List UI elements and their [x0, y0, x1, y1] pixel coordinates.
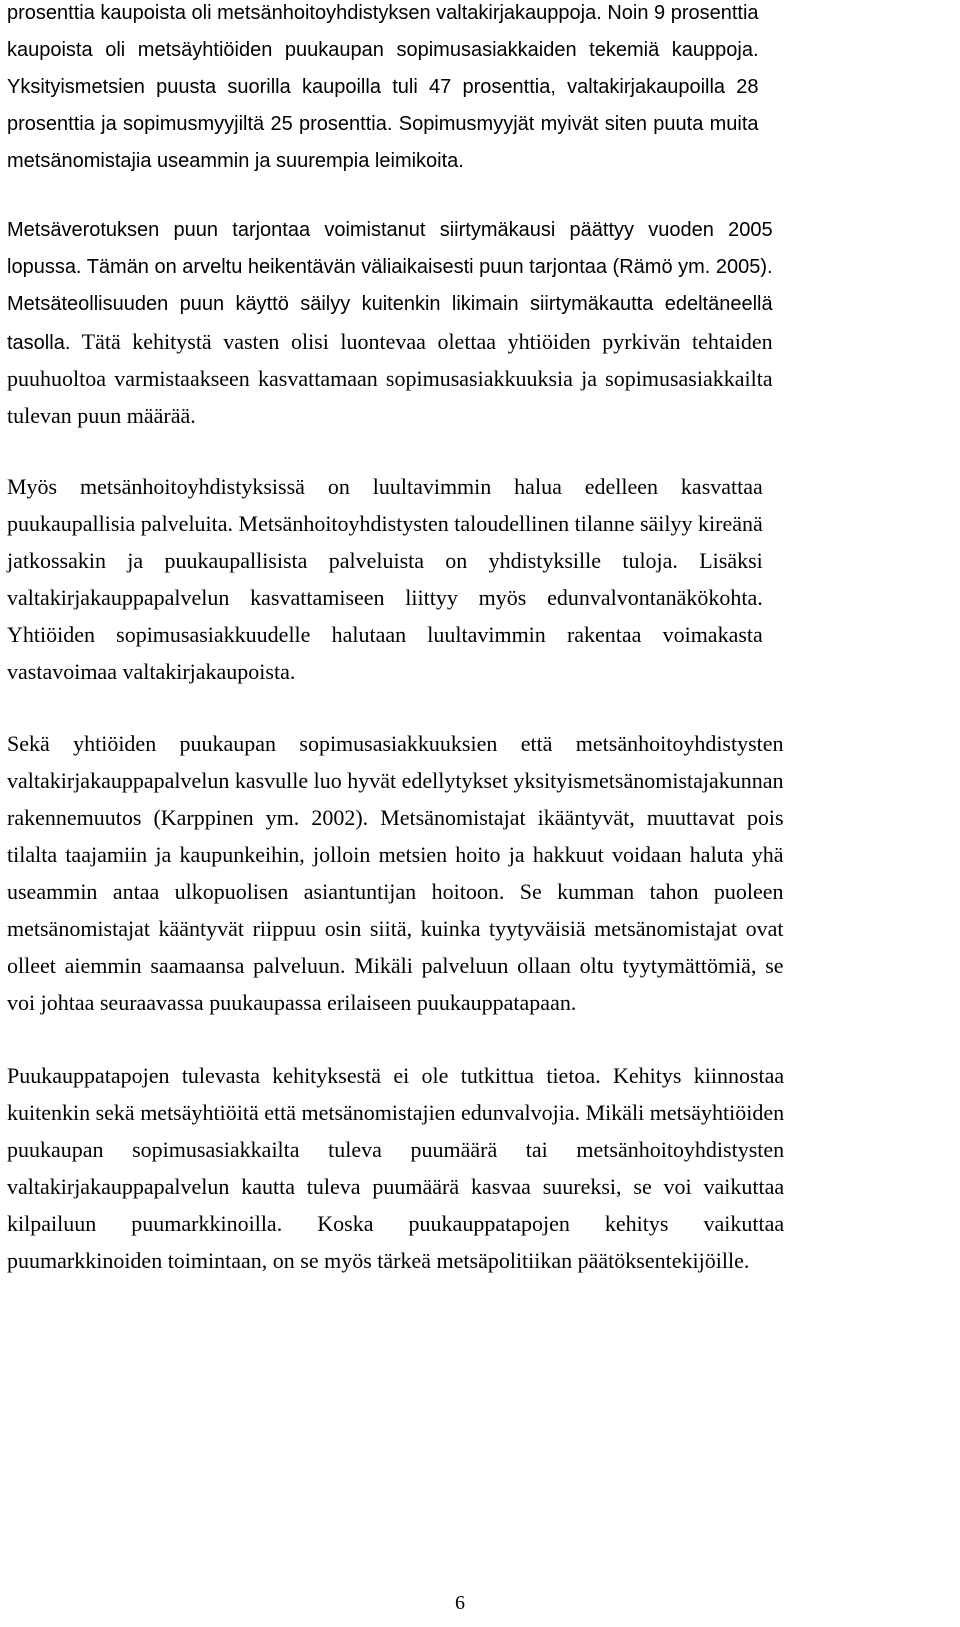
text-line: olleet aiemmin saamaansa palveluun. Mikäli palveluun ollaan oltu tyytymättömiä, se	[7, 953, 784, 978]
text-line: tulevan puun määrää.	[7, 403, 196, 428]
text-line: kaupoista oli metsäyhtiöiden puukaupan sopimusasiakkaiden tekemiä kauppoja.	[7, 39, 759, 61]
text-segment: tasolla.	[7, 332, 71, 354]
paragraph-4	[7, 725, 784, 1021]
text-line: Metsäverotuksen puun tarjontaa voimistanut siirtymäkausi päättyy vuoden 2005	[7, 219, 773, 241]
text-line: useammin antaa ulkopuolisen asiantuntijan hoitoon. Se kumman tahon puoleen	[7, 879, 784, 904]
text-line	[7, 323, 773, 360]
text-line: metsänomistajat kääntyvät riippuu osin siitä, kuinka tyytyväisiä metsänomistajat ovat	[7, 916, 784, 941]
text-line: kuitenkin sekä metsäyhtiöitä että metsänomistajien edunvalvojia. Mikäli metsäyhtiöiden	[7, 1100, 785, 1125]
text-line: puumarkkinoiden toimintaan, on se myös tärkeä metsäpolitiikan päätöksentekijöille.	[7, 1248, 750, 1273]
text-line: vastavoimaa valtakirjakaupoista.	[7, 659, 296, 684]
paragraph-5	[7, 1057, 784, 1279]
text-line: valtakirjakauppapalvelun kasvattamiseen liittyy myös edunvalvontanäkökohta.	[7, 585, 763, 610]
text-line: valtakirjakauppapalvelun kautta tuleva puumäärä kasvaa suureksi, se voi vaikuttaa	[7, 1174, 785, 1199]
paragraph-3	[7, 468, 763, 690]
text-line: tilalta taajamiin ja kaupunkeihin, jolloin metsien hoito ja hakkuut voidaan haluta yhä	[7, 842, 784, 867]
text-line: Myös metsänhoitoyhdistyksissä on luultavimmin halua edelleen kasvattaa	[7, 474, 763, 499]
text-segment: rakennemuutos (Karppinen ym. 2002).	[7, 805, 369, 830]
text-line: voi johtaa seuraavassa puukaupassa erilaiseen puukauppatapaan.	[7, 990, 577, 1015]
text-line: jatkossakin ja puukaupallisista palveluista on yhdistyksille tuloja. Lisäksi	[7, 548, 763, 573]
text-line: Yhtiöiden sopimusasiakkuudelle halutaan luultavimmin rakentaa voimakasta	[7, 622, 763, 647]
text-line: puuhuoltoa varmistaakseen kasvattamaan sopimusasiakkuuksia ja sopimusasiakkailta	[7, 366, 773, 391]
paragraph-2	[7, 212, 773, 434]
text-segment: Tätä kehitystä vasten olisi luontevaa olettaa yhtiöiden pyrkivän tehtaiden	[81, 329, 773, 354]
text-line: Sekä yhtiöiden puukaupan sopimusasiakkuuksien että metsänhoitoyhdistysten	[7, 731, 784, 756]
text-line: Yksityismetsien puusta suorilla kaupoilla tuli 47 prosenttia, valtakirjakaupoilla 28	[7, 76, 759, 98]
text-line: Metsäteollisuuden puun käyttö säilyy kuitenkin likimain siirtymäkautta edeltäneellä	[7, 293, 773, 315]
text-line	[7, 799, 784, 836]
text-line: kilpailuun puumarkkinoilla. Koska puukauppatapojen kehitys vaikuttaa	[7, 1211, 785, 1236]
text-line: prosenttia kaupoista oli metsänhoitoyhdistyksen valtakirjakauppoja. Noin 9 prosenttia	[7, 2, 759, 24]
page-number: 6	[455, 1592, 465, 1614]
text-line: Puukauppatapojen tulevasta kehityksestä ei ole tutkittua tietoa. Kehitys kiinnostaa	[7, 1063, 785, 1088]
text-line: metsänomistajia useammin ja suurempia leimikoita.	[7, 150, 464, 172]
text-segment: Metsänomistajat ikääntyvät, muuttavat pois	[380, 805, 784, 830]
text-line: lopussa. Tämän on arveltu heikentävän väliaikaisesti puun tarjontaa (Rämö ym. 2005).	[7, 256, 773, 278]
text-line: puukaupallisia palveluita. Metsänhoitoyhdistysten taloudellinen tilanne säilyy kireänä	[7, 511, 763, 536]
paragraph-1	[7, 0, 759, 180]
text-line: prosenttia ja sopimusmyyjiltä 25 prosenttia. Sopimusmyyjät myivät siten puuta muita	[7, 113, 759, 135]
text-line: puukaupan sopimusasiakkailta tuleva puumäärä tai metsänhoitoyhdistysten	[7, 1137, 785, 1162]
text-line: valtakirjakauppapalvelun kasvulle luo hyvät edellytykset yksityismetsänomistajakunnan	[7, 768, 784, 793]
